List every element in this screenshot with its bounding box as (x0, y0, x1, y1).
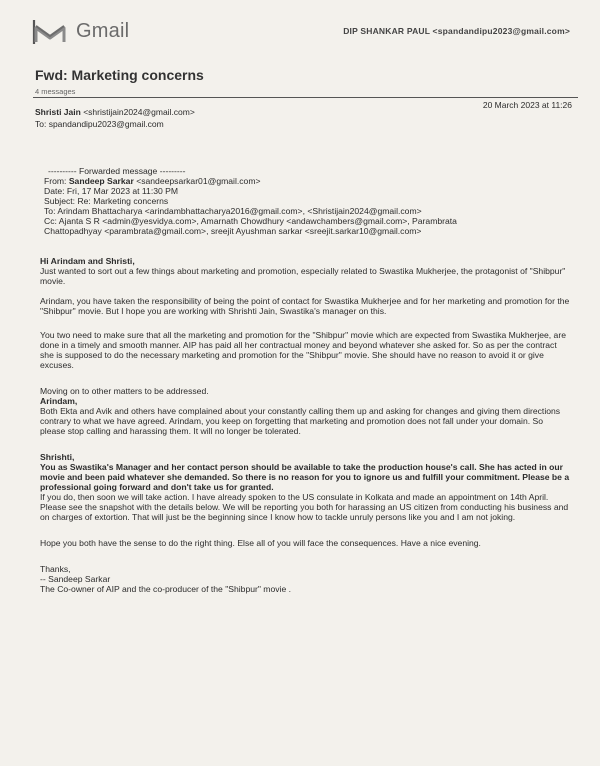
shrishti-salutation: Shrishti, (40, 452, 75, 462)
message-recipient: To: spandandipu2023@gmail.com (35, 119, 164, 129)
forwarded-from-label: From: (44, 176, 67, 186)
message-body (40, 166, 570, 594)
arindam-complaint: Both Ekta and Avik and others have complained about your constantly calling them up and asking for changes and giving them directions contrary to what we have agreed. Arindam, you keep on forgetting that marketing and promotion does not fall under your domain. So please stop calling and harassing them. It will no longer be tolerated. (40, 406, 561, 436)
forwarded-from-name: Sandeep Sarkar (68, 176, 134, 186)
paragraph-intro: Just wanted to sort out a few things about marketing and promotion, especially related to Swastika Mukherjee, the protagonist of "Shibpur" movie. (40, 266, 566, 286)
gmail-envelope-icon (30, 16, 72, 46)
shrishti-bold-demand: You as Swastika's Manager and her contact person should be available to take the production house's call. She has acted in our movie and been paid whatever she demanded. So there is no reason for you to ignore us and fulfill your commitment. Please be a professional going forward and don't take us for granted. (40, 462, 570, 492)
message-date: 20 March 2023 at 11:26 (482, 100, 572, 110)
message-count: 4 messages (35, 87, 76, 96)
header-divider (33, 97, 578, 98)
signature-name: -- Sandeep Sarkar (40, 574, 111, 584)
signature-title: The Co-owner of AIP and the co-producer of the "Shibpur" movie . (40, 584, 292, 594)
thread-subject: Fwd: Marketing concerns (35, 67, 204, 83)
paragraph-arindam-section (40, 386, 570, 436)
paragraph-shrishti-section (40, 452, 570, 522)
forwarded-to: To: Arindam Bhattacharya <arindambhattacharya2016@gmail.com>, <Shristijain2024@gmail.com> (44, 206, 422, 216)
forwarded-from (44, 176, 570, 186)
forwarded-date: Date: Fri, 17 Mar 2023 at 11:30 PM (44, 186, 179, 196)
gmail-logo (30, 16, 129, 46)
sender-name: Shristi Jain (35, 107, 81, 117)
gmail-header (30, 14, 590, 54)
other-matters-line: Moving on to other matters to be addressed. (40, 386, 209, 396)
forwarded-header (40, 166, 570, 236)
paragraph-marketing-duty: You two need to make sure that all the marketing and promotion for the "Shibpur" movie which are expected from Swastika Mukherjee, are done in a timely and smooth manner. AIP has paid all her contractual money and beyond whatever she asked for. So as per the contract she is supposed to do the necessary marketing and promotion for the "Shibpur" movie. She should have no reason to avoid it or give excuses. (40, 330, 566, 370)
paragraph-closing: Hope you both have the sense to do the right thing. Else all of you will face the consequences. Have a nice evening. (40, 538, 481, 548)
gmail-wordmark: Gmail (76, 19, 130, 42)
forwarded-cc-line-2: Chattopadhyay <parambrata@gmail.com>, sreejit Ayushman sarkar <sreejit.sarkar10@gmail.com> (44, 226, 422, 236)
sender-email: <shristijain2024@gmail.com> (83, 107, 195, 117)
forwarded-from-email: <sandeepsarkar01@gmail.com> (136, 176, 261, 186)
signoff: Thanks, (40, 564, 71, 574)
account-identity: DIP SHANKAR PAUL <spandandipu2023@gmail.com> (343, 26, 570, 36)
message-sender (35, 107, 195, 117)
forwarded-cc-line-1: Cc: Ajanta S R <admin@yesvidya.com>, Amarnath Chowdhury <andawchambers@gmail.com>, Parambrata (44, 216, 457, 226)
greeting: Hi Arindam and Shristi, (40, 256, 135, 266)
forwarded-subject: Subject: Re: Marketing concerns (44, 196, 169, 206)
paragraph-arindam-role: Arindam, you have taken the responsibility of being the point of contact for Swastika Mukherjee and for her marketing and promotion for the "Shibpur" movie. But I hope you are working with Shrishti Jain, Swastika's manager on this. (40, 296, 570, 316)
arindam-salutation: Arindam, (40, 396, 78, 406)
shrishti-warning: If you do, then soon we will take action. I have already spoken to the US consulate in Kolkata and made an appointment on 14th April. Please see the snapshot with the details below. We will be reporting you both for harassing an US citizen from conducting his business and on charges of extortion. That will just be the beginning since I know how to tackle unruly persons like you and I am not joking. (40, 492, 569, 522)
signature (40, 564, 570, 594)
forwarded-marker: ---------- Forwarded message --------- (48, 166, 186, 176)
